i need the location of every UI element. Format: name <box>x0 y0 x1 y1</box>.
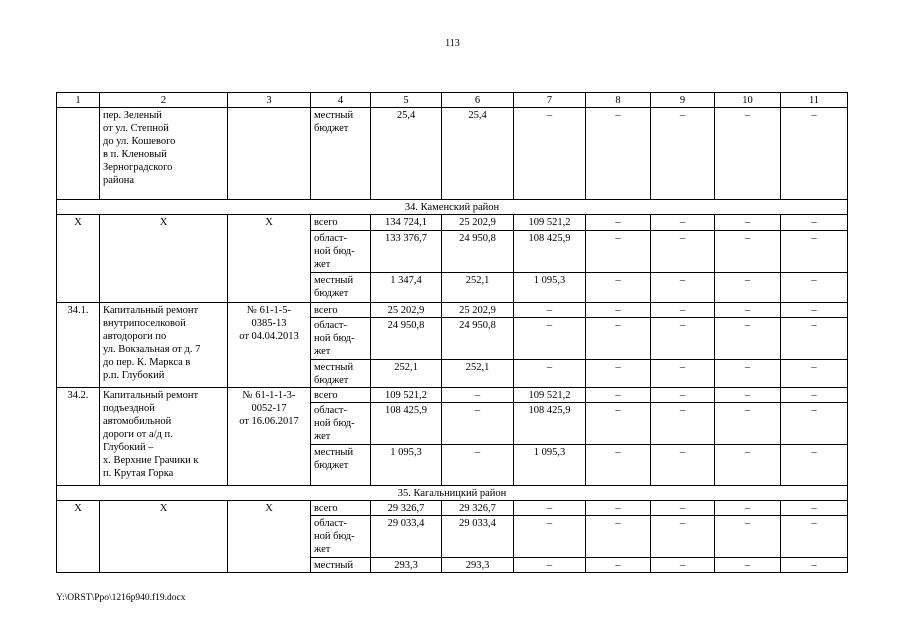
budget-table <box>56 92 848 573</box>
value-col7: 109 521,2 <box>514 215 586 231</box>
value-col11: – <box>781 445 848 486</box>
value-col8: – <box>586 558 651 573</box>
value-col6: 25,4 <box>442 108 514 200</box>
value-col11: – <box>781 108 848 200</box>
value-col5: 293,3 <box>371 558 442 573</box>
fund-source: област- ной бюд- жет <box>311 403 371 445</box>
value-col7: – <box>514 318 586 360</box>
value-col8: – <box>586 445 651 486</box>
section-row <box>57 486 848 501</box>
header-cell: 2 <box>100 93 228 108</box>
value-col9: – <box>651 360 715 388</box>
page-number: 113 <box>445 38 460 49</box>
value-col5: 108 425,9 <box>371 403 442 445</box>
table-row <box>57 501 848 516</box>
value-col8: – <box>586 303 651 318</box>
value-col5: 134 724,1 <box>371 215 442 231</box>
value-col9: – <box>651 231 715 273</box>
value-col6: 24 950,8 <box>442 231 514 273</box>
section-title: 35. Кагальницкий район <box>57 486 848 501</box>
value-col7: 108 425,9 <box>514 231 586 273</box>
header-cell: 5 <box>371 93 442 108</box>
value-col8: – <box>586 501 651 516</box>
table-row <box>57 303 848 318</box>
value-col7: 109 521,2 <box>514 388 586 403</box>
fund-source: всего <box>311 388 371 403</box>
fund-source: област- ной бюд- жет <box>311 318 371 360</box>
header-cell: 8 <box>586 93 651 108</box>
value-col5: 29 326,7 <box>371 501 442 516</box>
value-col11: – <box>781 231 848 273</box>
table-row <box>57 215 848 231</box>
value-col6: 24 950,8 <box>442 318 514 360</box>
value-col5: 1 095,3 <box>371 445 442 486</box>
value-col10: – <box>715 231 781 273</box>
num-cell: 34.1. <box>57 303 100 388</box>
header-cell: 10 <box>715 93 781 108</box>
header-cell: 9 <box>651 93 715 108</box>
value-col11: – <box>781 318 848 360</box>
value-col9: – <box>651 501 715 516</box>
table-row <box>57 108 848 200</box>
value-col8: – <box>586 215 651 231</box>
value-col11: – <box>781 516 848 558</box>
value-col5: 252,1 <box>371 360 442 388</box>
value-col9: – <box>651 303 715 318</box>
value-col7: – <box>514 108 586 200</box>
value-col9: – <box>651 215 715 231</box>
header-cell: 4 <box>311 93 371 108</box>
fund-source: област- ной бюд- жет <box>311 231 371 273</box>
value-col11: – <box>781 558 848 573</box>
value-col8: – <box>586 231 651 273</box>
value-col7: – <box>514 360 586 388</box>
object-name: Капитальный ремонт внутрипоселковой автодороги по ул. Вокзальная от д. 7 до пер. К. Маркса в р.п. Глубокий <box>100 303 228 388</box>
value-col7: 108 425,9 <box>514 403 586 445</box>
value-col8: – <box>586 318 651 360</box>
object-name: Капитальный ремонт подъездной автомобильной дороги от а/д п. Глубокий – х. Верхние Грачики к п. Крутая Горка <box>100 388 228 486</box>
value-col6: 252,1 <box>442 360 514 388</box>
header-cell: 11 <box>781 93 848 108</box>
num-cell <box>57 108 100 200</box>
section-title: 34. Каменский район <box>57 200 848 215</box>
value-col5: 24 950,8 <box>371 318 442 360</box>
value-col5: 133 376,7 <box>371 231 442 273</box>
value-col8: – <box>586 108 651 200</box>
value-col5: 25,4 <box>371 108 442 200</box>
value-col6: 29 326,7 <box>442 501 514 516</box>
value-col9: – <box>651 403 715 445</box>
value-col6: – <box>442 403 514 445</box>
value-col9: – <box>651 558 715 573</box>
file-path-footer: Y:\ORST\Ppo\1216p940.f19.docx <box>56 593 186 603</box>
value-col6: 25 202,9 <box>442 303 514 318</box>
value-col7: 1 095,3 <box>514 273 586 303</box>
value-col9: – <box>651 516 715 558</box>
value-col9: – <box>651 388 715 403</box>
value-col5: 1 347,4 <box>371 273 442 303</box>
section-row <box>57 200 848 215</box>
header-row <box>57 93 848 108</box>
value-col5: 29 033,4 <box>371 516 442 558</box>
fund-source: местный <box>311 558 371 573</box>
value-col10: – <box>715 215 781 231</box>
value-col10: – <box>715 516 781 558</box>
value-col8: – <box>586 360 651 388</box>
doc-cell: № 61-1-5- 0385-13 от 04.04.2013 <box>228 303 311 388</box>
value-col7: – <box>514 501 586 516</box>
value-col10: – <box>715 318 781 360</box>
value-col11: – <box>781 360 848 388</box>
object-name: пер. Зеленый от ул. Степной до ул. Кошевого в п. Кленовый Зерноградского района <box>100 108 228 200</box>
value-col6: 252,1 <box>442 273 514 303</box>
value-col7: – <box>514 558 586 573</box>
num-cell: Х <box>57 215 100 303</box>
object-name: Х <box>100 215 228 303</box>
fund-source: местный бюджет <box>311 445 371 486</box>
doc-cell <box>228 108 311 200</box>
num-cell: Х <box>57 501 100 573</box>
doc-cell: № 61-1-1-3- 0052-17 от 16.06.2017 <box>228 388 311 486</box>
fund-source: всего <box>311 501 371 516</box>
value-col6: 25 202,9 <box>442 215 514 231</box>
value-col10: – <box>715 108 781 200</box>
header-cell: 1 <box>57 93 100 108</box>
value-col11: – <box>781 273 848 303</box>
value-col9: – <box>651 445 715 486</box>
value-col7: 1 095,3 <box>514 445 586 486</box>
value-col7: – <box>514 516 586 558</box>
fund-source: област- ной бюд- жет <box>311 516 371 558</box>
value-col10: – <box>715 273 781 303</box>
fund-source: всего <box>311 215 371 231</box>
value-col6: – <box>442 445 514 486</box>
num-cell: 34.2. <box>57 388 100 486</box>
doc-cell: Х <box>228 215 311 303</box>
header-cell: 3 <box>228 93 311 108</box>
fund-source: местный бюджет <box>311 108 371 200</box>
value-col10: – <box>715 388 781 403</box>
value-col10: – <box>715 360 781 388</box>
header-cell: 6 <box>442 93 514 108</box>
doc-cell: Х <box>228 501 311 573</box>
value-col6: 293,3 <box>442 558 514 573</box>
value-col11: – <box>781 388 848 403</box>
object-name: Х <box>100 501 228 573</box>
value-col7: – <box>514 303 586 318</box>
value-col10: – <box>715 445 781 486</box>
value-col6: 29 033,4 <box>442 516 514 558</box>
value-col10: – <box>715 501 781 516</box>
value-col6: – <box>442 388 514 403</box>
value-col11: – <box>781 501 848 516</box>
value-col8: – <box>586 388 651 403</box>
value-col9: – <box>651 318 715 360</box>
value-col10: – <box>715 303 781 318</box>
value-col9: – <box>651 273 715 303</box>
value-col11: – <box>781 403 848 445</box>
value-col11: – <box>781 215 848 231</box>
value-col10: – <box>715 403 781 445</box>
value-col5: 25 202,9 <box>371 303 442 318</box>
value-col8: – <box>586 273 651 303</box>
value-col8: – <box>586 403 651 445</box>
table-row <box>57 388 848 403</box>
value-col9: – <box>651 108 715 200</box>
value-col5: 109 521,2 <box>371 388 442 403</box>
value-col11: – <box>781 303 848 318</box>
fund-source: местный бюджет <box>311 360 371 388</box>
fund-source: всего <box>311 303 371 318</box>
value-col10: – <box>715 558 781 573</box>
header-cell: 7 <box>514 93 586 108</box>
fund-source: местный бюджет <box>311 273 371 303</box>
value-col8: – <box>586 516 651 558</box>
